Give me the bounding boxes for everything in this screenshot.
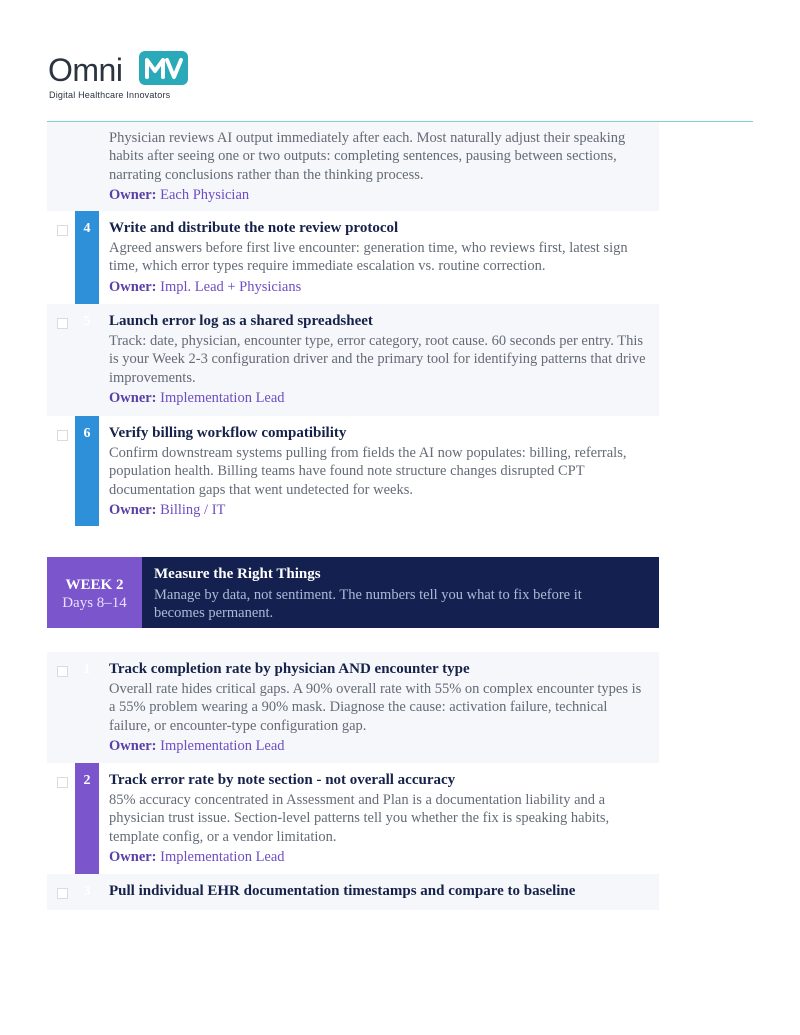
step-checkbox[interactable] xyxy=(57,888,68,899)
step-number: 1 xyxy=(83,662,91,677)
step-owner xyxy=(109,389,651,408)
step-description: Physician reviews AI output immediately after each. Most naturally adjust their speaking habits after seeing one or two outputs: completing sentences, pausing between sections, narrating conclusions rather than the thinking process. xyxy=(109,130,626,183)
md-monogram-icon xyxy=(139,51,188,85)
owner-value: Billing / IT xyxy=(160,502,226,519)
step-number: 6 xyxy=(83,426,91,441)
week-label: WEEK 2 xyxy=(65,577,124,593)
step-checkbox[interactable] xyxy=(57,318,68,329)
owner-label: Owner: xyxy=(109,738,157,755)
owner-label: Owner: xyxy=(109,278,157,295)
step-number: 5 xyxy=(83,314,91,329)
week-days: Days 8–14 xyxy=(62,595,127,611)
step-number: 4 xyxy=(83,221,91,236)
week2-step-1 xyxy=(47,652,659,763)
week2-label-block xyxy=(47,557,142,628)
step-description: Agreed answers before first live encounter: generation time, who reviews first, latest sign time, which error types require immediate escalation vs. routine correction. xyxy=(109,240,628,275)
week2-step-3 xyxy=(47,874,659,910)
step-title: Verify billing workflow compatibility xyxy=(109,425,347,441)
week-subtitle: Manage by data, not sentiment. The numbers tell you what to fix before it becomes permanent. xyxy=(154,587,582,621)
logo-md-badge xyxy=(139,51,188,85)
step-owner xyxy=(109,278,651,297)
owner-value: Implementation Lead xyxy=(160,849,285,866)
step-description: Overall rate hides critical gaps. A 90% overall rate with 55% on complex encounter types is a 55% problem wearing a 90% mask. Diagnose the cause: activation failure, technical failure, or encounter-type configuration gap. xyxy=(109,681,642,734)
step-checkbox[interactable] xyxy=(57,777,68,788)
step-continued xyxy=(47,122,659,211)
owner-label: Owner: xyxy=(109,187,157,204)
step-checkbox[interactable] xyxy=(57,666,68,677)
step-description: Confirm downstream systems pulling from fields the AI now populates: billing, referrals, population health. Billing teams have found note structure changes disrupted CPT documentation gaps that went undetected for weeks. xyxy=(109,445,627,498)
owner-label: Owner: xyxy=(109,390,157,407)
owner-value: Each Physician xyxy=(160,187,250,204)
step-checkbox[interactable] xyxy=(57,430,68,441)
step-title: Track completion rate by physician AND encounter type xyxy=(109,661,470,677)
step-number: 2 xyxy=(83,773,91,788)
owner-label: Owner: xyxy=(109,502,157,519)
step-4 xyxy=(47,211,659,304)
week-title: Measure the Right Things xyxy=(154,566,321,582)
week2-step-2 xyxy=(47,763,659,874)
step-owner xyxy=(109,501,651,520)
step-title: Pull individual EHR documentation timestamps and compare to baseline xyxy=(109,883,576,899)
step-description: 85% accuracy concentrated in Assessment and Plan is a documentation liability and a physician trust issue. Section-level patterns tell you whether the fix is speaking habits, template config, or a vendor limitation. xyxy=(109,792,610,845)
owner-label: Owner: xyxy=(109,849,157,866)
step-owner xyxy=(109,848,651,867)
owner-value: Implementation Lead xyxy=(160,738,285,755)
step-description: Track: date, physician, encounter type, error category, root cause. 60 seconds per entry. This is your Week 2-3 configuration driver and the primary tool for identifying patterns that drive improvements. xyxy=(109,333,646,386)
step-title: Write and distribute the note review protocol xyxy=(109,220,399,236)
logo-wordmark: Omni xyxy=(48,52,123,88)
owner-value: Impl. Lead + Physicians xyxy=(160,278,302,295)
step-owner xyxy=(109,186,651,205)
owner-value: Implementation Lead xyxy=(160,390,285,407)
step-5 xyxy=(47,304,659,416)
step-number: 3 xyxy=(83,884,91,899)
logo-tagline: Digital Healthcare Innovators xyxy=(49,90,171,100)
step-checkbox[interactable] xyxy=(57,225,68,236)
step-6 xyxy=(47,416,659,526)
week2-banner xyxy=(47,557,659,628)
week2-heading-block xyxy=(142,557,659,628)
step-owner xyxy=(109,737,651,756)
step-title: Track error rate by note section - not overall accuracy xyxy=(109,772,456,788)
step-title: Launch error log as a shared spreadsheet xyxy=(109,313,373,329)
